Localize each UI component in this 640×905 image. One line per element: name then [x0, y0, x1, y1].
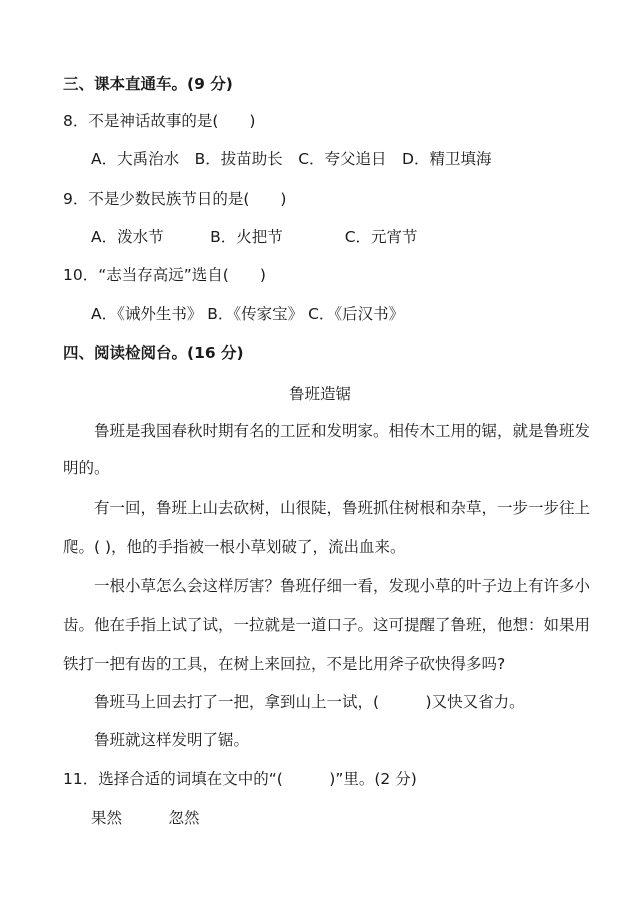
- question-10-options: A．《诫外生书》 B．《传家宝》 C．《后汉书》: [91, 305, 405, 323]
- section4-heading: 四、阅读检阅台。(16 分): [63, 344, 244, 362]
- passage-line: 明的。: [63, 459, 110, 477]
- question-9-options: A．泼水节 B．火把节 C．元宵节: [91, 228, 418, 246]
- question-8-options: A．大禹治水 B．拔苗助长 C．夸父追日 D．精卫填海: [91, 150, 492, 168]
- question-11-options: 果然 忽然: [91, 809, 200, 827]
- passage-title: 鲁班造锯: [288, 385, 351, 403]
- passage-line: 鲁班马上回去打了一把，拿到山上一试，( )又快又省力。: [63, 693, 525, 711]
- passage-line: 一根小草怎么会这样厉害？鲁班仔细一看，发现小草的叶子边上有许多小: [63, 577, 591, 595]
- passage-line: 鲁班就这样发明了锯。: [63, 731, 250, 749]
- passage-line: 爬。( )，他的手指被一根小草划破了，流出血来。: [63, 538, 406, 556]
- question-8-stem: 8．不是神话故事的是( ): [63, 112, 256, 130]
- passage-line: 铁打一把有齿的工具，在树上来回拉，不是比用斧子砍快得多吗?: [63, 655, 506, 673]
- passage-line: 齿。他在手指上试了试，一拉就是一道口子。这可提醒了鲁班，他想：如果用: [63, 616, 591, 634]
- passage-line: 鲁班是我国春秋时期有名的工匠和发明家。相传木工用的锯，就是鲁班发: [63, 422, 591, 440]
- passage-line: 有一回，鲁班上山去砍树，山很陡，鲁班抓住树根和杂草，一步一步往上: [63, 499, 591, 517]
- question-10-stem: 10．“志当存高远”选自( ): [63, 266, 266, 284]
- section3-heading: 三、课本直通车。(9 分): [63, 75, 233, 93]
- question-11-stem: 11．选择合适的词填在文中的“( )”里。(2 分): [63, 770, 417, 788]
- question-9-stem: 9．不是少数民族节日的是( ): [63, 190, 287, 208]
